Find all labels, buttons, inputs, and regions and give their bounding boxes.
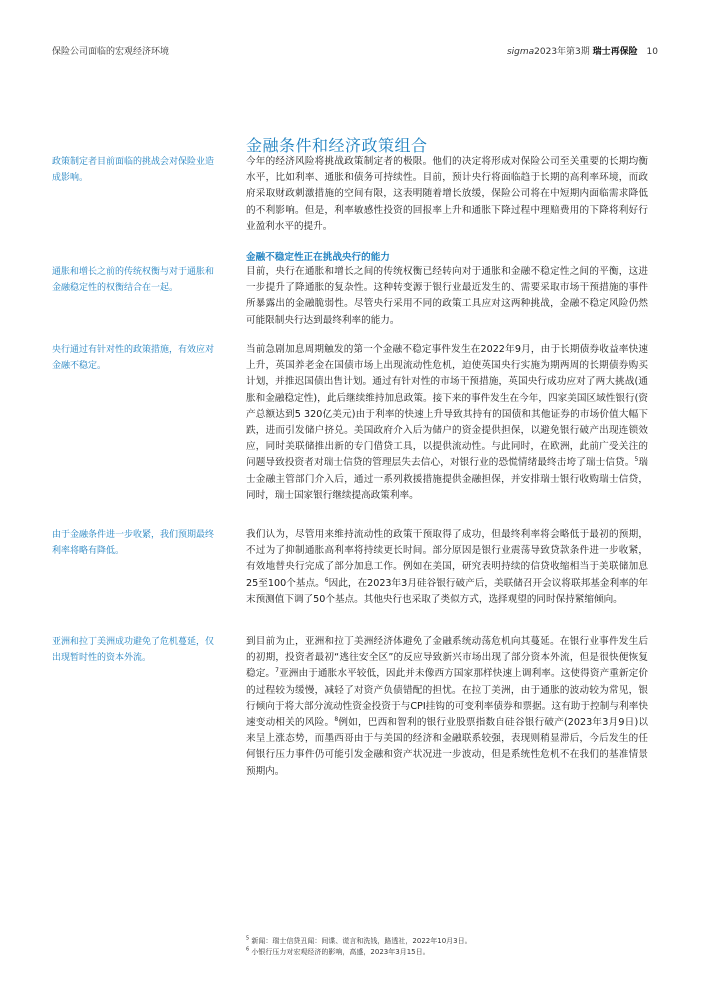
running-header-publication <box>507 44 658 57</box>
side-note-challenges: 政策制定者目前面临的挑战会对保险业造成影响。 <box>52 157 215 183</box>
side-note-central-bank-measures: 央行通过有针对性的政策措施，有效应对金融不稳定。 <box>52 345 215 371</box>
paragraph-tradeoff: 目前，央行在通胀和增长之间的传统权衡已经转向对于通胀和金融不稳定性之间的平衡，这进一步提升了降通胀的复杂性。这种转变源于银行业最近发生的、需要采取市场干预措施的事件所暴露出的金融脆弱性。尽管央行采用不同的政策工具应对这两种挑战，金融不稳定风险仍然可能限制央行达到最终利率的能力。 <box>246 266 648 326</box>
footnotes <box>246 936 666 958</box>
publication-prefix: sigma <box>506 47 535 57</box>
page-number: 10 <box>646 47 658 57</box>
paragraph-terminal-rate <box>246 527 648 608</box>
paragraph-text: 当前急剧加息周期触发的第一个金融不稳定事件发生在2022年9月，由于长期债券收益率快速上升，英国养老金在国债市场上出现流动性危机，迫使英国央行实施为期两周的长期债券购买计划，并推迟国债出售计划。通过有针对性的市场干预措施，英国央行成功应对了两大挑战(通胀和金融稳定性)，此后继续维持加息政策。接下来的事件发生在今年，四家美国区域性银行(资产总额达到5 320亿美元)由于利率的快速上升导致其持有的国债和其他证券的市场价值大幅下跌，进而引发储户挤兑。美国政府介入后为储户的资金提供担保，以避免银行破产出现连锁效应，同时美联储推出新的专门借贷工具，以提供流动性。与此同时，在欧洲，此前广受关注的问题导致投资者对瑞士信贷的管理层失去信心，对银行业的恐慌情绪最终击垮了瑞士信贷。 <box>246 344 648 469</box>
footnote-text: 小银行压力对宏观经济的影响，高盛，2023年3月15日。 <box>251 948 430 956</box>
paragraph-text: 瑞士金融主管部门介入后，通过一系列救援措施提供金融担保，并安排瑞士银行收购瑞士信贷，同时，瑞士国家银行继续提高政策利率。 <box>246 457 649 501</box>
paragraph-text: 亚洲由于通胀水平较低，因此并未像西方国家那样快速上调利率。这使得资产重新定价的过程较为缓慢，减轻了对资产负债错配的担忧。在拉丁美洲，由于通胀的波动较为常见，银行倾向于将大部分流动性资金投资于与CPI挂钩的可变利率债券和票据。这有助于控制与利率快速变动相关的风险。 <box>246 668 649 729</box>
side-note-tradeoff: 通胀和增长之前的传统权衡与对于通胀和金融稳定性的权衡结合在一起。 <box>52 267 215 293</box>
footnote-6 <box>246 947 666 958</box>
section-title: 金融条件和经济政策组合 <box>246 135 428 155</box>
footnote-number: 6 <box>246 946 250 953</box>
footnote-number: 5 <box>246 935 250 942</box>
side-note-terminal-rate: 由于金融条件进一步收紧，我们预期最终利率将略有降低。 <box>52 530 215 556</box>
brand-name: 瑞士再保险 <box>592 47 638 57</box>
publication-issue: 2023年第3期 <box>534 47 590 57</box>
paragraph-intro: 今年的经济风险将挑战政策制定者的极限。他们的决定将形成对保险公司至关重要的长期均衡水平，比如利率、通胀和债务可持续性。目前，预计央行将面临趋于长期的高利率环境，而政府采取财政刺激措施的空间有限，这表明随着增长放缓，保险公司将在中短期内面临需求降低的不利影响。但是，利率敏感性投资的回报率上升和通胀下降过程中理赔费用的下降将利好行业盈利水平的提升。 <box>246 156 648 232</box>
paragraph-text: 例如，巴西和智利的银行业股票指数自硅谷银行破产(2023年3月9日)以来呈上涨态势，而墨西哥由于与美国的经济和金融联系较强，表现则稍显滞后，今后发生的任何银行压力事件仍可能引发金融和资产状况进一步波动，但是系统性危机不在我们的基准情景预期内。 <box>246 717 649 777</box>
side-note-asia-latam: 亚洲和拉丁美洲成功避免了危机蔓延，仅出现暂时性的资本外流。 <box>52 637 215 663</box>
footnote-ref: 6 <box>324 576 329 584</box>
paragraph-text: 到目前为止，亚洲和拉丁美洲经济体避免了金融系统动荡危机向其蔓延。在银行业事件发生后的初期，投资者最初“逃往安全区”的反应导致新兴市场出现了部分资本外流，但是很快便恢复稳定。 <box>246 636 648 680</box>
subheading-financial-instability: 金融不稳定性正在挑战央行的能力 <box>246 252 390 263</box>
paragraph-text: 我们认为，尽管用来维持流动性的政策干预取得了成功，但最终利率将会略低于最初的预期，不过为了抑制通胀高利率将持续更长时间。部分原因是银行业震荡导致贷款条件进一步收紧，有效地替央行完成了部分加息工作。例如在美国，研究表明持续的信贷收缩相当于美联储加息25至100个基点。 <box>246 529 648 589</box>
footnote-5 <box>246 936 666 947</box>
footnote-ref: 5 <box>634 456 639 464</box>
footnote-ref: 8 <box>334 715 339 723</box>
paragraph-instability-events <box>246 342 648 504</box>
paragraph-text: 因此，在2023年3月硅谷银行破产后，美联储召开会议将联邦基金利率的年末预测值下调了50个基点。其他央行也采取了类似方式，选择观望的同时保持紧缩倾向。 <box>246 577 648 605</box>
paragraph-asia-latam <box>246 634 648 780</box>
footnote-text: 新闻：瑞士信贷丑闻：间谍、谎言和洗钱，路透社，2022年10月3日。 <box>251 937 472 945</box>
running-header-title: 保险公司面临的宏观经济环境 <box>52 47 170 57</box>
footnote-ref: 7 <box>275 667 279 675</box>
